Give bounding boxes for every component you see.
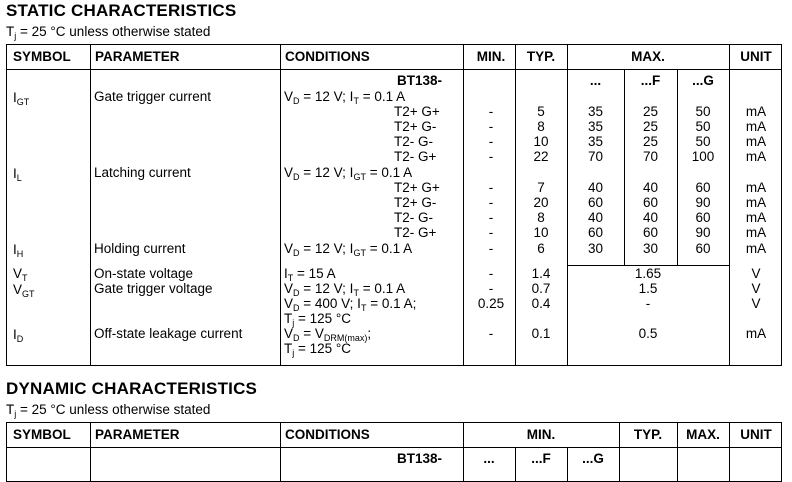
il-typ: 7 [537, 180, 545, 195]
cond-vgt-1: $V_D = 12$ V; $I_T = 0.1$ A [284, 281, 406, 298]
il-quadrant: T2- G- [394, 210, 433, 225]
ih-max-f: 30 [642, 241, 659, 256]
il-max-f: 40 [642, 210, 659, 225]
cond-il: $V_D = 12$ V; $I_{GT} = 0.1$ A [284, 165, 413, 182]
ih-unit: mA [745, 241, 767, 256]
igt-max-g: 50 [695, 104, 711, 119]
igt-quadrant: T2- G+ [394, 149, 437, 164]
igt-min: - [488, 134, 494, 149]
param-holding-current: Holding current [94, 241, 186, 256]
il-max-f: 60 [642, 225, 659, 240]
param-gate-trigger-current: Gate trigger current [94, 89, 212, 104]
igt-min: - [488, 149, 494, 164]
variant-g: ...G [582, 451, 604, 466]
ih-typ: 6 [537, 241, 545, 256]
param-on-state-voltage: On-state voltage [94, 266, 194, 281]
col-parameter: PARAMETER [95, 49, 180, 64]
il-min: - [488, 210, 494, 225]
igt-quadrant: T2- G- [394, 134, 433, 149]
variant-f: ...F [531, 451, 551, 466]
col-symbol: SYMBOL [13, 49, 71, 64]
vgt-min-2: 0.25 [477, 296, 505, 311]
variant-g: ...G [692, 73, 714, 88]
igt-min: - [488, 119, 494, 134]
static-table [6, 44, 782, 366]
col-typ: TYP. [526, 49, 556, 64]
il-quadrant: T2+ G+ [394, 180, 440, 195]
il-max-g: 90 [695, 225, 711, 240]
il-min: - [488, 225, 494, 240]
igt-max-f: 25 [642, 104, 659, 119]
vgt-max-2: - [645, 296, 651, 311]
cond-igt: $V_D = 12$ V; $I_T = 0.1$ A [284, 89, 406, 106]
vgt-typ-1: 0.7 [531, 281, 551, 296]
divider [90, 423, 91, 481]
il-max-g: 60 [695, 180, 711, 195]
col-min: MIN. [526, 427, 556, 442]
igt-typ: 10 [533, 134, 549, 149]
vt-typ: 1.4 [531, 266, 551, 281]
divider [90, 45, 91, 365]
igt-quadrant: T2+ G+ [394, 104, 440, 119]
il-unit: mA [745, 180, 767, 195]
col-symbol: SYMBOL [13, 427, 71, 442]
static-condition: $T_j = 25$ °C unless otherwise stated [6, 24, 211, 41]
col-conditions: CONDITIONS [285, 427, 370, 442]
divider [677, 423, 678, 481]
dynamic-table [6, 422, 782, 482]
divider [280, 423, 281, 481]
vt-min: - [488, 266, 494, 281]
ih-min: - [488, 241, 494, 256]
col-max: MAX. [631, 49, 665, 64]
symbol-ih: $I_H$ [13, 242, 24, 259]
cond-vgt-2: $V_D = 400$ V; $I_T = 0.1$ A; [284, 296, 417, 313]
dynamic-title: DYNAMIC CHARACTERISTICS [6, 379, 258, 398]
il-max-f: 60 [642, 195, 659, 210]
igt-quadrant: T2+ G- [394, 119, 437, 134]
id-unit: mA [745, 326, 767, 341]
id-max: 0.5 [638, 326, 658, 341]
il-max-std: 60 [587, 225, 604, 240]
il-min: - [488, 195, 494, 210]
igt-max-std: 35 [587, 119, 604, 134]
variant-label: BT138- [397, 451, 443, 466]
igt-min: - [488, 104, 494, 119]
vt-unit: V [751, 266, 761, 281]
il-max-std: 40 [587, 180, 604, 195]
symbol-vgt: $V_{GT}$ [13, 282, 35, 299]
ih-max-std: 30 [587, 241, 604, 256]
param-gate-trigger-voltage: Gate trigger voltage [94, 281, 213, 296]
col-unit: UNIT [740, 49, 772, 64]
igt-max-g: 50 [695, 119, 711, 134]
id-typ: 0.1 [531, 326, 551, 341]
variant-f: ...F [640, 73, 661, 88]
igt-unit: mA [745, 104, 767, 119]
igt-typ: 22 [533, 149, 549, 164]
symbol-id: $I_D$ [13, 327, 24, 344]
col-min: MIN. [476, 49, 506, 64]
vgt-max-1: 1.5 [638, 281, 658, 296]
il-quadrant: T2+ G- [394, 195, 437, 210]
divider [619, 423, 620, 481]
il-max-g: 90 [695, 195, 711, 210]
il-max-std: 40 [587, 210, 604, 225]
static-table-header [7, 45, 781, 70]
igt-unit: mA [745, 134, 767, 149]
divider [729, 423, 730, 481]
il-typ: 8 [537, 210, 545, 225]
igt-typ: 8 [537, 119, 545, 134]
igt-max-std: 35 [587, 134, 604, 149]
symbol-igt: $I_{GT}$ [13, 90, 30, 107]
variant-std: ... [589, 73, 602, 88]
il-min: - [488, 180, 494, 195]
il-max-std: 60 [587, 195, 604, 210]
igt-unit: mA [745, 149, 767, 164]
il-unit: mA [745, 225, 767, 240]
igt-max-f: 25 [642, 119, 659, 134]
il-unit: mA [745, 210, 767, 225]
cond-ih: $V_D = 12$ V; $I_{GT} = 0.1$ A [284, 241, 413, 258]
igt-max-g: 50 [695, 134, 711, 149]
il-typ: 10 [533, 225, 549, 240]
vgt-unit-2: V [751, 296, 761, 311]
variant-std: ... [483, 451, 495, 466]
static-title: STATIC CHARACTERISTICS [6, 1, 237, 20]
il-max-f: 40 [642, 180, 659, 195]
vgt-min-1: - [488, 281, 494, 296]
cond-id-1: $V_D = V_{DRM(max)}$; [284, 326, 372, 343]
col-conditions: CONDITIONS [285, 49, 370, 64]
vgt-unit-1: V [751, 281, 761, 296]
cond-vgt-2b: $T_j = 125$ °C [284, 311, 352, 328]
igt-unit: mA [745, 119, 767, 134]
igt-max-std: 70 [587, 149, 604, 164]
igt-max-f: 70 [642, 149, 659, 164]
igt-max-std: 35 [587, 104, 604, 119]
dynamic-condition: $T_j = 25$ °C unless otherwise stated [6, 402, 211, 419]
il-max-g: 60 [695, 210, 711, 225]
param-latching-current: Latching current [94, 165, 191, 180]
cond-id-2: $T_j = 125$ °C [284, 341, 352, 358]
variant-label: BT138- [397, 73, 443, 88]
col-typ: TYP. [633, 427, 663, 442]
vgt-typ-2: 0.4 [531, 296, 551, 311]
il-quadrant: T2- G+ [394, 225, 437, 240]
dynamic-table-header [7, 423, 781, 448]
col-max: MAX. [686, 427, 720, 442]
il-unit: mA [745, 195, 767, 210]
igt-max-f: 25 [642, 134, 659, 149]
igt-typ: 5 [537, 104, 545, 119]
col-parameter: PARAMETER [95, 427, 180, 442]
param-off-state-leakage: Off-state leakage current [94, 326, 243, 341]
igt-max-g: 100 [691, 149, 715, 164]
col-unit: UNIT [740, 427, 772, 442]
cond-vt: $I_T = 15$ A [284, 266, 336, 283]
divider [280, 45, 281, 365]
id-min: - [488, 326, 494, 341]
symbol-il: $I_L$ [13, 166, 22, 183]
vt-max: 1.65 [634, 266, 662, 281]
ih-max-g: 60 [695, 241, 711, 256]
symbol-vt: $V_T$ [13, 266, 28, 283]
il-typ: 20 [533, 195, 549, 210]
